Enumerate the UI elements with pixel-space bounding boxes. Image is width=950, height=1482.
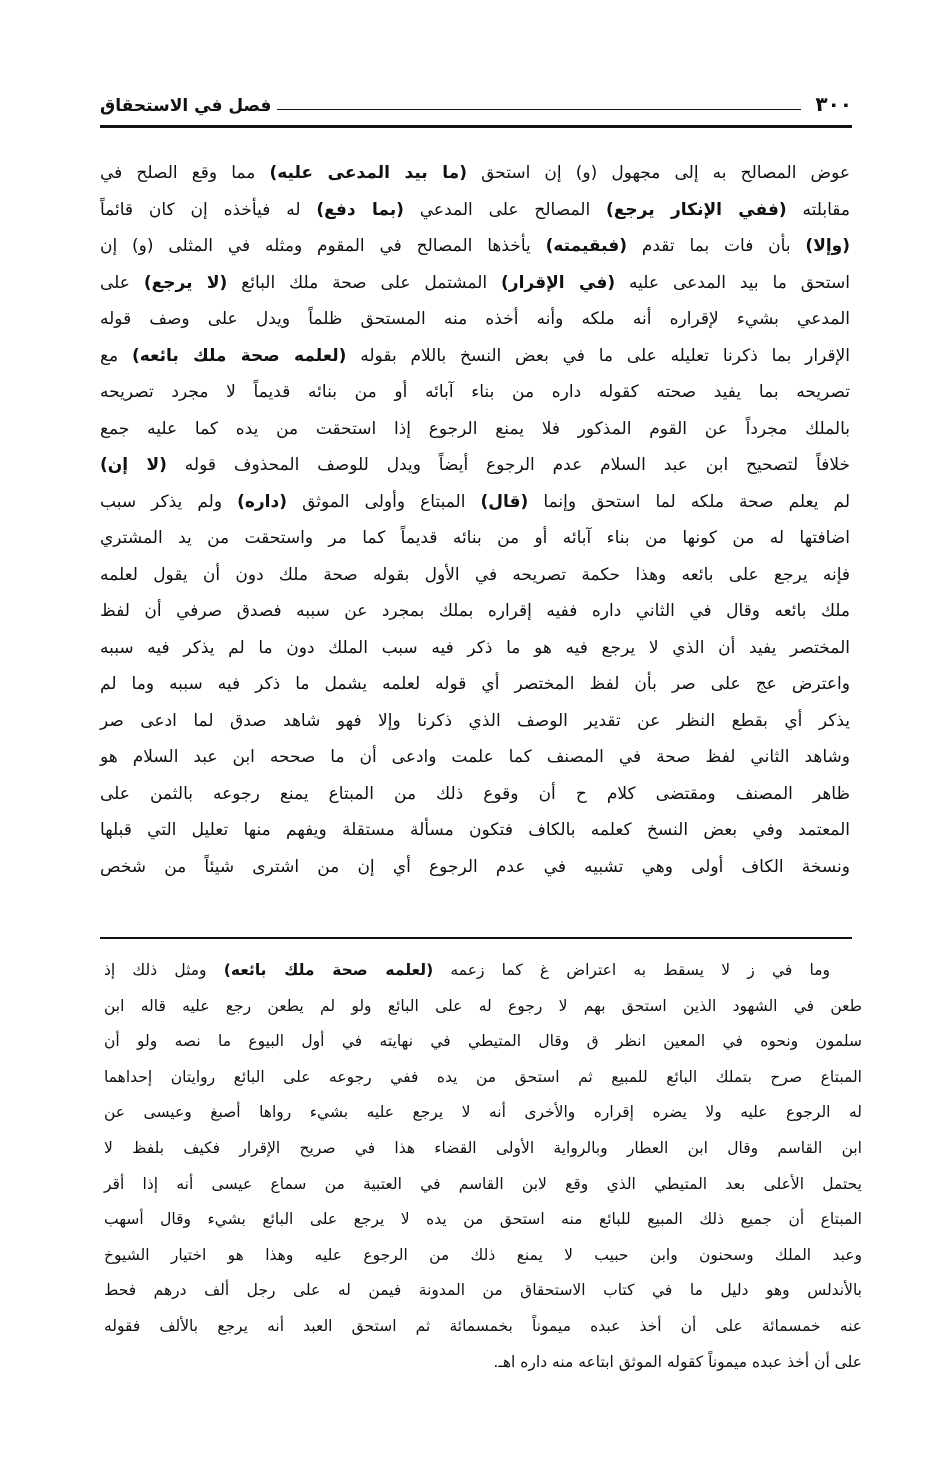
- body-line: [100, 520, 850, 557]
- text-run: بالأندلس وهو دليل ما في كتاب الاستحقاق من المدونة فيمن له على رجل ألف درهم فحط: [104, 1281, 862, 1300]
- bold-quote: (لعلمه صحة ملك بائعه): [223, 961, 434, 979]
- text-run: استحق ما بيد المدعى عليه: [615, 272, 850, 293]
- bold-quote: (ففي الإنكار يرجع): [606, 199, 787, 220]
- text-run: المختصر يفيد أن الذي لا يرجع فيه هو ما ذكر فيه سبب الملك دون ما لم يذكر فيه سببه: [100, 637, 850, 658]
- body-line: [100, 666, 850, 703]
- chapter-title: فصل في الاستحقاق: [100, 96, 272, 116]
- body-line: [100, 703, 850, 740]
- bold-quote: (وإلا): [805, 236, 851, 256]
- text-run: ظاهر المصنف ومقتضى كلام ح أن وقوع ذلك من المبتاع يمنع رجوعه بالثمن على: [100, 783, 850, 804]
- text-run: مع: [100, 345, 132, 366]
- footnote-line: [104, 1238, 862, 1274]
- footnote-line: [104, 953, 862, 989]
- text-run: تصريحه بما يفيد صحته كقوله داره من بناء آبائه أو من بنائه قديماً لا مجرد تصريحه: [100, 382, 850, 402]
- text-run: ابن القاسم وقال ابن العطار وبالرواية الأولى القضاء هذا في صريح الإقرار فكيف بلفظ لا: [104, 1138, 862, 1157]
- footnote-line: [104, 1167, 862, 1203]
- text-run: الإقرار بما ذكرنا تعليله على ما في بعض النسخ باللام بقوله: [346, 345, 850, 366]
- body-line: [100, 155, 850, 192]
- bold-quote: (فبقيمته): [545, 236, 628, 256]
- text-run: سلمون ونحوه في المعين انظر ق وقال المتيطي في نهايته في أول البيوع ما نصه ولو أن: [104, 1032, 862, 1051]
- bold-quote: (بما دفع): [316, 199, 404, 220]
- page-number: ٣٠٠: [815, 92, 852, 116]
- text-run: المصالح على المدعي: [403, 199, 607, 220]
- text-run: عنه خمسمائة على أن أخذ عبده ميموناً بخمسمائة ثم استحق العبد أنه يرجع بالألف فقوله: [104, 1316, 862, 1335]
- text-run: عوض المصالح به إلى مجهول (و) إن استحق: [466, 163, 850, 183]
- header-divider: [100, 125, 852, 128]
- text-run: واعترض عج على صر بأن لفظ المختصر أي قوله لعلمه يشمل ما ذكر فيه سببه وما لم: [100, 674, 850, 694]
- footnote-line: [104, 1309, 862, 1345]
- footnote-line: [104, 1202, 862, 1238]
- text-run: المشتمل على صحة ملك البائع: [227, 272, 502, 293]
- text-run: خلافاً لتصحيح ابن عبد السلام عدم الرجوع أيضاً ويدل للوصف المحذوف قوله: [166, 455, 850, 475]
- header-rule: [277, 109, 801, 110]
- text-run: المبتاع وأولى الموثق: [287, 491, 481, 512]
- body-line: [100, 192, 850, 229]
- text-run: بأن فات بما تقدم: [627, 236, 806, 256]
- footnote-line: [104, 1345, 862, 1381]
- body-line: [100, 447, 850, 484]
- footnote-text: [104, 953, 862, 1380]
- body-line: [100, 484, 850, 521]
- text-run: بالملك مجرداً عن القوم المذكور فلا يمنع الرجوع إذا استحقت من يده كما عليه جمع: [100, 418, 850, 439]
- bold-quote: (ما بيد المدعى عليه): [269, 163, 467, 183]
- body-line: [100, 374, 850, 411]
- text-run: المبتاع أن جميع ذلك المبيع للبائع منه استحق من يده لا يرجع على البائع بشيء وقال أسهب: [104, 1210, 862, 1229]
- text-run: يذكر أي بقطع النظر عن تقدير الوصف الذي ذكرنا وإلا فهو شاهد صدق لما ادعى صر: [100, 710, 850, 731]
- text-run: ولم يذكر سبب: [100, 491, 238, 512]
- body-line: [100, 739, 850, 776]
- footnote-separator: [100, 937, 852, 939]
- text-run: المبتاع صرح بتملك البائع للمبيع ثم استحق من يده ففي رجوعه على البائع روايتان إحداهما: [104, 1067, 862, 1086]
- text-run: فإنه يرجع على بائعه وهذا حكمة تصريحه في الأول بقوله صحة ملك دون أن يقول لعلمه: [100, 564, 850, 585]
- text-run: المعتمد وفي بعض النسخ كعلمه بالكاف فتكون مسألة مستقلة ويفهم منها تعليل التي قبلها: [100, 820, 850, 840]
- footnote-line: [104, 1131, 862, 1167]
- body-line: [100, 301, 850, 338]
- bold-quote: (لعلمه صحة ملك بائعه): [131, 345, 347, 366]
- footnote-line: [104, 1024, 862, 1060]
- text-run: يحتمل الأعلى بعد المتيطي الذي وقع لابن القاسم في العتبية من سماع عيسى أنه إذا أقر: [104, 1174, 862, 1193]
- page-header: [100, 86, 852, 116]
- text-run: المدعي بشيء لإقراره أنه ملكه وأنه أخذه منه المستحق ظلماً ويدل على وصف قوله: [100, 309, 850, 329]
- body-line: [100, 228, 850, 265]
- body-line: [100, 338, 850, 375]
- footnote-line: [104, 989, 862, 1025]
- bold-quote: (قال): [480, 491, 529, 512]
- body-line: [100, 557, 850, 594]
- text-run: اضافتها له من كونها من بناء آبائه أو من بنائه قديماً كما مر واستحقت من يد المشتري: [100, 528, 850, 548]
- text-run: لم يعلم صحة ملكه لما استحق وإنما: [528, 491, 851, 512]
- text-run: وما في ز لا يسقط به اعتراض غ كما زعمه: [433, 961, 831, 979]
- body-line: [100, 812, 850, 849]
- text-run: على أن أخذ عبده ميموناً كقوله الموثق ابتاعه منه داره اهـ.: [493, 1352, 862, 1371]
- text-run: مقابلته: [786, 199, 850, 220]
- text-run: وعبد الملك وسحنون وابن حبيب لا يمنع ذلك من الرجوع عليه وهذا هو اختيار الشيوخ: [104, 1245, 862, 1264]
- main-text: [100, 155, 850, 885]
- text-run: على: [100, 272, 144, 293]
- text-run: مما وقع الصلح في: [100, 163, 270, 183]
- text-run: ومثل ذلك إذ: [104, 961, 224, 979]
- body-line: [100, 265, 850, 302]
- text-run: له فيأخذه إن كان قائماً: [100, 199, 317, 220]
- body-line: [100, 593, 850, 630]
- bold-quote: (لا إن): [100, 455, 167, 475]
- text-run: ونسخة الكاف أولى وهي تشبيه في عدم الرجوع أي إن من اشترى شيئاً من شخص: [100, 856, 850, 877]
- text-run: وشاهد الثاني لفظ صحة في المصنف كما علمت وادعى أن ما صححه ابن عبد السلام هو: [100, 747, 850, 767]
- text-run: طعن في الشهود الذين استحق بهم لا رجوع له على البائع ولو لم يطعن رجع عليه قاله ابن: [104, 996, 862, 1015]
- text-run: ملك بائعه وقال في الثاني داره ففيه إقراره بملك بمجرد عن سببه فصدق صرفي أن لفظ: [100, 601, 850, 621]
- body-line: [100, 849, 850, 886]
- body-line: [100, 411, 850, 448]
- footnote-line: [104, 1095, 862, 1131]
- text-run: له الرجوع عليه ولا يضره إقراره والأخرى أنه لا يرجع عليه بشيء رواها أصبغ وعيسى عن: [104, 1103, 862, 1122]
- body-line: [100, 776, 850, 813]
- footnote-line: [104, 1273, 862, 1309]
- bold-quote: (في الإقرار): [501, 272, 616, 293]
- footnote-line: [104, 1060, 862, 1096]
- bold-quote: (لا يرجع): [143, 272, 228, 293]
- body-line: [100, 630, 850, 667]
- text-run: يأخذها المصالح في المقوم ومثله في المثلى (و) إن: [100, 236, 546, 256]
- bold-quote: (داره): [237, 491, 288, 512]
